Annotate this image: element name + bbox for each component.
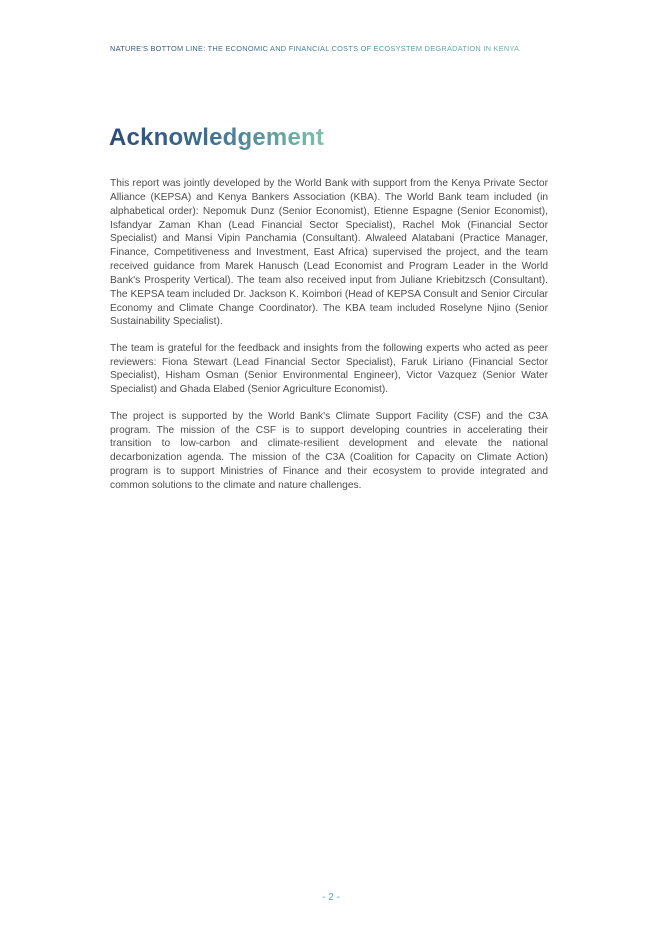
running-header: NATURE'S BOTTOM LINE: THE ECONOMIC AND FINANCIAL COSTS OF ECOSYSTEM DEGRADATION IN KENYA <box>110 44 550 53</box>
page-title: Acknowledgement <box>109 124 325 151</box>
paragraph: The project is supported by the World Bank's Climate Support Facility (CSF) and the C3A program. The mission of the CSF is to support developing countries in accelerating their transition to low-carbon and climate-resilient development and elevate the national decarbonization agenda. The mission of the C3A (Coalition for Capacity on Climate Action) program is to support Ministries of Finance and their ecosystem to provide integrated and common solutions to the climate and nature challenges. <box>110 410 548 491</box>
page-number: - 2 - <box>322 892 340 903</box>
paragraph: The team is grateful for the feedback and insights from the following experts who acted as peer reviewers: Fiona Stewart (Lead Financial Sector Specialist), Faruk Liriano (Financial Sector Specialist), Hisham Osman (Senior Environmental Engineer), Victor Vazquez (Senior Water Specialist) and Ghada Elabed (Senior Agriculture Economist). <box>110 342 548 396</box>
paragraph: This report was jointly developed by the World Bank with support from the Kenya Private Sector Alliance (KEPSA) and Kenya Bankers Association (KBA). The World Bank team included (in alphabetical order): Nepomuk Dunz (Senior Economist), Etienne Espagne (Senior Economist), Isfandyar Zaman Khan (Lead Financial Sector Specialist), Rachel Mok (Financial Sector Specialist) and Mansi Vipin Panchamia (Consultant). Alwaleed Alatabani (Practice Manager, Finance, Competitiveness and Investment, East Africa) supervised the project, and the team received guidance from Marek Hanusch (Lead Economist and Program Leader in the World Bank's Prosperity Vertical). The team also received input from Juliane Kriebitzsch (Consultant). The KEPSA team included Dr. Jackson K. Koimbori (Head of KEPSA Consult and Senior Circular Economy and Climate Change Coordinator). The KBA team included Roselyne Njino (Senior Sustainability Specialist). <box>110 178 548 328</box>
body-text <box>110 177 548 505</box>
